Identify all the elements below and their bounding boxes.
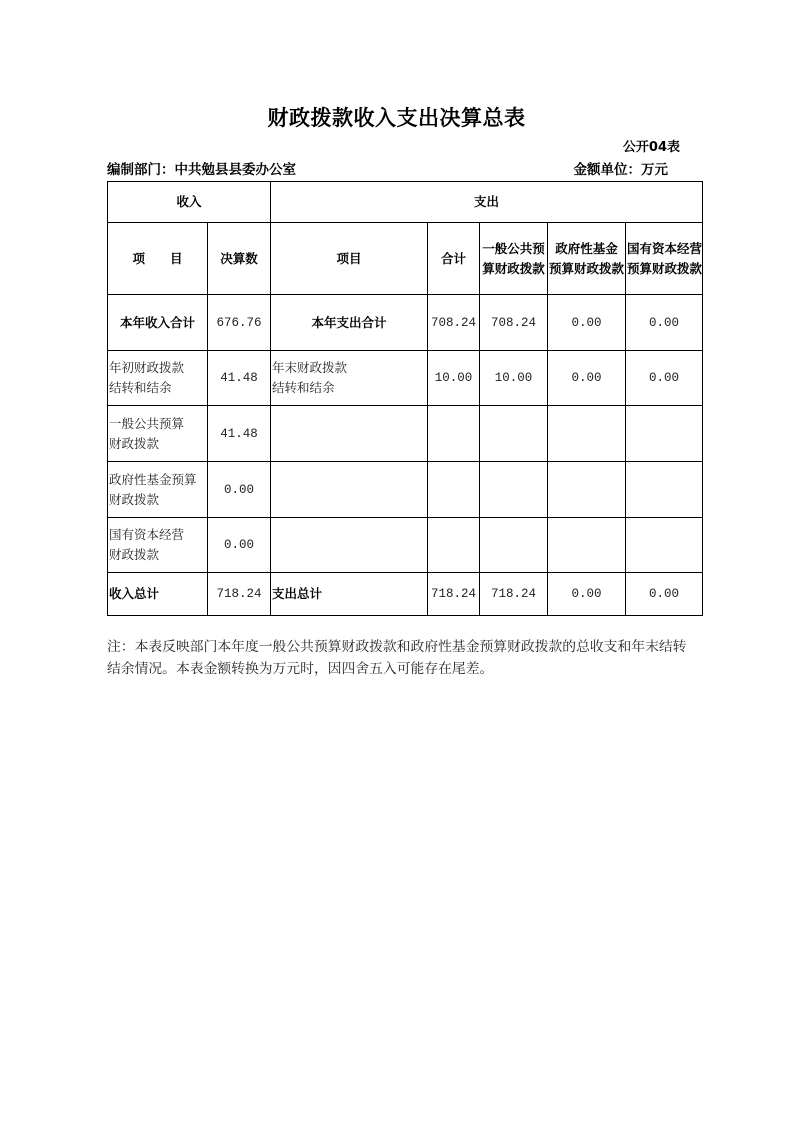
state-capital-cell — [626, 406, 703, 462]
state-capital-cell — [626, 518, 703, 573]
income-amount-cell: 41.48 — [208, 406, 271, 462]
general-cell — [480, 406, 548, 462]
total-cell: 10.00 — [428, 351, 480, 406]
col-fund-line: 政府性基金 — [555, 240, 618, 256]
fund-cell — [548, 462, 626, 518]
income-amount-cell: 676.76 — [208, 295, 271, 351]
fund-cell: 0.00 — [548, 295, 626, 351]
income-item-label: 一般公共预算 — [109, 415, 185, 431]
state-capital-cell: 0.00 — [626, 295, 703, 351]
table-row — [108, 462, 703, 518]
expense-item-cell — [271, 295, 428, 351]
col-state-capital-line: 预算财政拨款 — [627, 260, 703, 276]
income-item-cell — [108, 406, 208, 462]
page-title: 财政拨款收入支出决算总表 — [267, 106, 526, 130]
col-state-capital-line: 国有资本经营 — [627, 240, 703, 256]
income-item-label: 结转和结余 — [109, 380, 172, 395]
income-amount-cell: 0.00 — [208, 518, 271, 573]
fund-cell: 0.00 — [548, 351, 626, 406]
general-cell: 718.24 — [480, 573, 548, 616]
expense-item-cell — [271, 573, 428, 616]
table-row — [108, 573, 703, 616]
col-general-budget — [480, 223, 548, 295]
state-capital-cell — [626, 462, 703, 518]
table-code: 公开04表 — [622, 140, 680, 155]
income-item-cell — [108, 573, 208, 616]
total-cell: 718.24 — [428, 573, 480, 616]
general-cell — [480, 462, 548, 518]
footnote-line: 注：本表反映部门本年度一般公共预算财政拨款和政府性基金预算财政拨款的总收支和年末结转 — [107, 639, 687, 655]
expense-item-cell — [271, 406, 428, 462]
income-item-cell — [108, 351, 208, 406]
footnote-line: 结余情况。本表金额转换为万元时，因四舍五入可能存在尾差。 — [107, 661, 494, 677]
expense-item-label: 年末财政拨款 — [272, 360, 348, 375]
general-cell — [480, 518, 548, 573]
income-item-label: 国有资本经营 — [109, 527, 185, 542]
table-row — [108, 351, 703, 406]
expense-item-cell — [271, 462, 428, 518]
income-section-header: 收入 — [108, 182, 271, 223]
total-cell — [428, 518, 480, 573]
table-row — [108, 518, 703, 573]
state-capital-cell: 0.00 — [626, 351, 703, 406]
expense-item-label: 结转和结余 — [272, 380, 335, 395]
income-item-cell — [108, 518, 208, 573]
header-row-columns — [108, 223, 703, 295]
expense-item-label: 支出总计 — [272, 586, 323, 601]
col-general-line: 算财政拨款 — [482, 260, 545, 276]
expense-section-header: 支出 — [271, 182, 703, 223]
income-item-cell — [108, 462, 208, 518]
expense-item-cell — [271, 351, 428, 406]
col-state-capital-budget — [626, 223, 703, 295]
fund-cell: 0.00 — [548, 573, 626, 616]
income-amount-cell: 0.00 — [208, 462, 271, 518]
expense-item-label: 本年支出合计 — [311, 314, 387, 330]
income-item-cell — [108, 295, 208, 351]
department-label: 编制部门：中共勉县县委办公室 — [107, 162, 296, 178]
col-general-line: 一般公共预 — [482, 240, 545, 256]
col-total: 合计 — [428, 223, 480, 295]
table-row — [108, 406, 703, 462]
income-amount-cell: 41.48 — [208, 351, 271, 406]
footnote — [107, 636, 707, 680]
fund-cell — [548, 518, 626, 573]
income-item-label: 本年收入合计 — [119, 314, 195, 330]
income-item-label: 政府性基金预算 — [109, 471, 197, 487]
general-cell: 708.24 — [480, 295, 548, 351]
col-income-item: 项 目 — [108, 223, 208, 295]
col-income-amount: 决算数 — [208, 223, 271, 295]
table-row — [108, 295, 703, 351]
income-item-label: 年初财政拨款 — [109, 360, 185, 375]
total-cell: 708.24 — [428, 295, 480, 351]
unit-label: 金额单位：万元 — [573, 162, 668, 178]
income-item-label: 财政拨款 — [109, 491, 160, 507]
general-cell: 10.00 — [480, 351, 548, 406]
header-row-sections — [108, 182, 703, 223]
state-capital-cell: 0.00 — [626, 573, 703, 616]
fund-cell — [548, 406, 626, 462]
income-item-label: 财政拨款 — [109, 435, 160, 451]
col-expense-item: 项目 — [271, 223, 428, 295]
income-item-label: 收入总计 — [109, 586, 160, 601]
total-cell — [428, 462, 480, 518]
expense-item-cell — [271, 518, 428, 573]
total-cell — [428, 406, 480, 462]
income-amount-cell: 718.24 — [208, 573, 271, 616]
col-fund-line: 预算财政拨款 — [549, 260, 625, 276]
income-item-label: 财政拨款 — [109, 547, 160, 562]
fiscal-summary-table — [107, 181, 703, 616]
col-fund-budget — [548, 223, 626, 295]
